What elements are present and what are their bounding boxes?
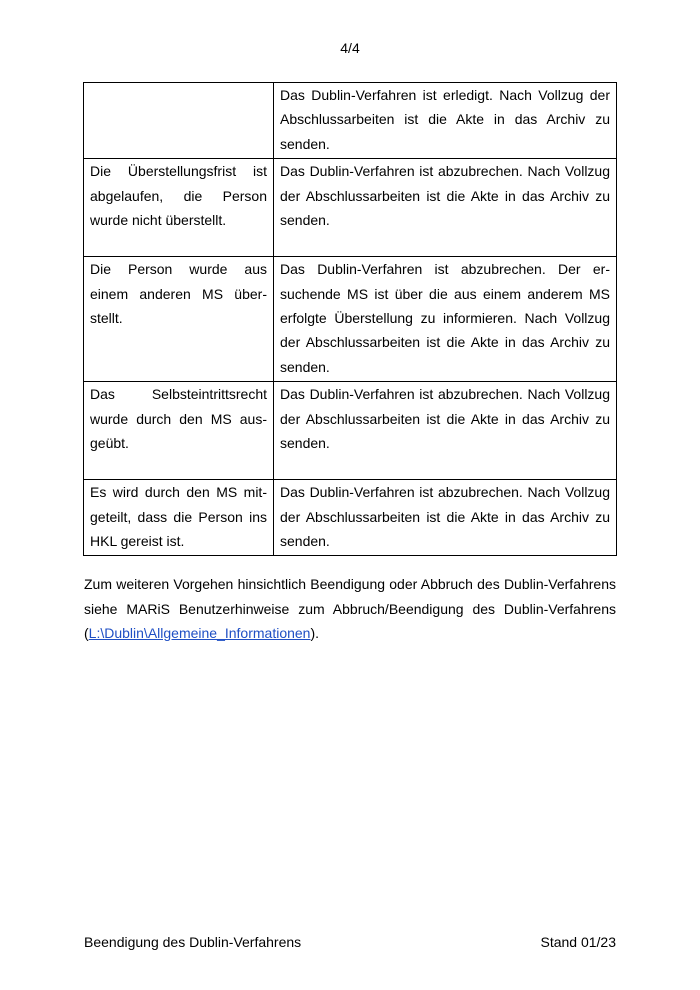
table-row <box>84 159 617 257</box>
condition-cell: Das Selbsteintrittsrecht wurde durch den MS ausgeübt. <box>84 382 274 480</box>
table-row <box>84 83 617 159</box>
archive-path-link[interactable]: L:\Dublin\Allgemeine_Informationen <box>88 625 311 641</box>
further-procedure-note <box>84 572 616 646</box>
condition-cell: Es wird durch den MS mitgeteilt, dass die Person ins HKL gereist ist. <box>84 480 274 556</box>
note-paren-close: ). <box>310 625 320 641</box>
table-row <box>84 382 617 480</box>
action-cell: Das Dublin-Verfahren ist abzubrechen. Nach Vollzug der Abschlussarbeiten ist die Akte in das Archiv zu senden. <box>274 480 617 556</box>
procedure-table <box>83 82 617 556</box>
note-paren-open: ( <box>84 625 89 641</box>
footer-stand: Stand 01/23 <box>540 934 616 950</box>
table-row <box>84 257 617 382</box>
action-cell: Das Dublin-Verfahren ist abzubrechen. Nach Vollzug der Abschlussarbeiten ist die Akte in das Archiv zu senden. <box>274 159 617 257</box>
action-cell: Das Dublin-Verfahren ist abzubrechen. Der ersuchende MS ist über die aus einem anderem MS erfolgte Überstellung zu informieren. Nach Vollzug der Abschlussarbeiten ist die Akte in das Archiv zu senden. <box>274 257 617 382</box>
condition-cell: Die Überstellungsfrist ist abgelaufen, die Person wurde nicht überstellt. <box>84 159 274 257</box>
page-number: 4/4 <box>340 40 360 56</box>
note-text: Zum weiteren Vorgehen hinsichtlich Beendigung oder Abbruch des Dublin-Verfahrens siehe MARiS Benutzerhinweise zum Abbruch/Beendigung des Dublin-Verfahrens <box>84 576 616 617</box>
action-cell: Das Dublin-Verfahren ist erledigt. Nach Vollzug der Abschlussarbeiten ist die Akte in das Archiv zu senden. <box>274 83 617 159</box>
condition-cell <box>84 83 274 159</box>
action-cell: Das Dublin-Verfahren ist abzubrechen. Nach Vollzug der Abschlussarbeiten ist die Akte in das Archiv zu senden. <box>274 382 617 480</box>
footer-title: Beendigung des Dublin-Verfahrens <box>84 934 302 950</box>
table-row <box>84 480 617 556</box>
condition-cell: Die Person wurde aus einem anderen MS überstellt. <box>84 257 274 382</box>
